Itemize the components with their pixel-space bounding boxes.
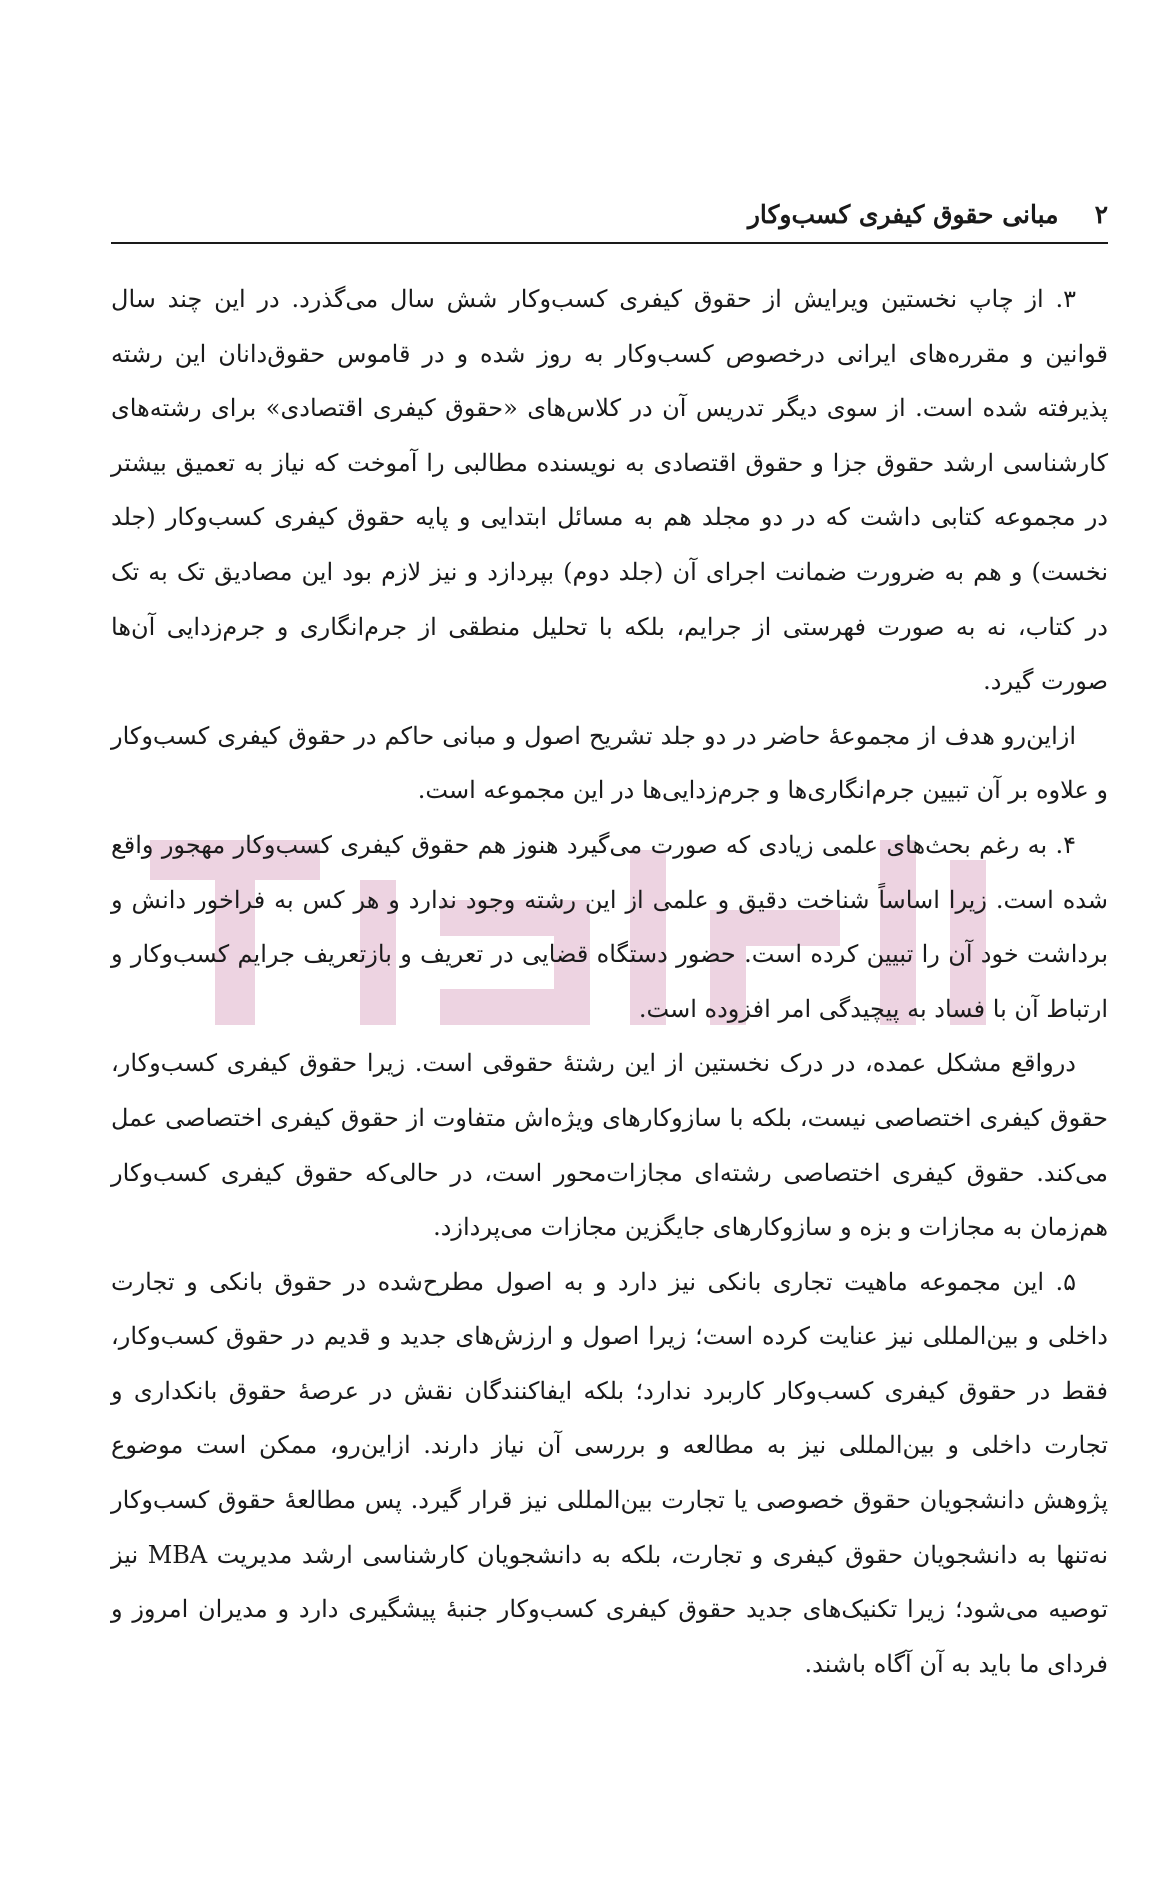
- paragraph-3: ۴. به رغم بحث‌های علمی زیادی که صورت می‌گیرد هنوز هم حقوق کیفری کسب‌وکار مهجور واقع شده است. زیرا اساساً شناخت دقیق و علمی از این رشته وجود ندارد و هر کس به فراخور دانش و برداشت خود آن را تبیین کرده است. حضور دستگاه قضایی در تعریف و بازتعریف جرایم کسب‌وکار و ارتباط آن با فساد به پیچیدگی امر افزوده است.: [111, 830, 1108, 1023]
- page-header: [111, 196, 1108, 232]
- paragraph-4: درواقع مشکل عمده، در درک نخستین از این رشتهٔ حقوقی است. زیرا حقوق کیفری کسب‌وکار، حقوق کیفری اختصاصی نیست، بلکه با سازوکارهای ویژه‌اش متفاوت از حقوق کیفری اختصاصی عمل می‌کند. حقوق کیفری اختصاصی رشته‌ای مجازات‌محور است، در حالی‌که حقوق کیفری کسب‌وکار هم‌زمان به مجازات و بزه و سازوکارهای جایگزین مجازات می‌پردازد.: [111, 1049, 1108, 1242]
- paragraph-5: ۵. این مجموعه ماهیت تجاری بانکی نیز دارد و به اصول مطرح‌شده در حقوق بانکی و تجارت داخلی و بین‌المللی نیز عنایت کرده است؛ زیرا اصول و ارزش‌های جدید و قدیم در حقوق کسب‌وکار، فقط در حقوق کیفری کسب‌وکار کاربرد ندارد؛ بلکه ایفاکنندگان نقش در عرصهٔ حقوق بانکداری و تجارت داخلی و بین‌المللی نیز به مطالعه و بررسی آن نیاز دارند. ازاین‌رو، ممکن است موضوع پژوهش دانشجویان حقوق خصوصی یا تجارت بین‌المللی نیز قرار گیرد. پس مطالعهٔ حقوق کسب‌وکار نه‌تنها به دانشجویان حقوق کیفری و تجارت، بلکه به دانشجویان کارشناسی ارشد مدیریت MBA نیز توصیه می‌شود؛ زیرا تکنیک‌های جدید حقوق کیفری کسب‌وکار جنبهٔ پیشگیری دارد و مدیران امروز و فردای ما باید به آن آگاه باشند.: [111, 1267, 1109, 1678]
- page-number: ۲: [1094, 199, 1108, 229]
- page-body: [111, 272, 1108, 1691]
- paragraph-2: ازاین‌رو هدف از مجموعهٔ حاضر در دو جلد تشریح اصول و مبانی حاکم در حقوق کیفری کسب‌وکار و علاوه بر آن تبیین جرم‌انگاری‌ها و جرم‌زدایی‌ها در این مجموعه است.: [111, 721, 1108, 805]
- book-title: مبانی حقوق کیفری کسب‌وکار: [747, 199, 1059, 229]
- header-divider: [111, 242, 1108, 244]
- paragraph-1: ۳. از چاپ نخستین ویرایش از حقوق کیفری کسب‌وکار شش سال می‌گذرد. در این چند سال قوانین و مقرره‌های ایرانی درخصوص کسب‌وکار به روز شده و در قاموس حقوق‌دانان این رشته پذیرفته شده است. از سوی دیگر تدریس آن در کلاس‌های «حقوق کیفری اقتصادی» برای رشته‌های کارشناسی ارشد حقوق جزا و حقوق اقتصادی به نویسنده مطالبی را آموخت که نیاز به تعمیق بیشتر در مجموعه کتابی داشت که در دو مجلد هم به مسائل ابتدایی و پایه حقوق کیفری کسب‌وکار (جلد نخست) و هم به ضرورت ضمانت اجرای آن (جلد دوم) بپردازد و نیز لازم بود این مصادیق تک به تک در کتاب، نه به صورت فهرستی از جرایم، بلکه با تحلیل منطقی از جرم‌انگاری و جرم‌زدایی آن‌ها صورت گیرد.: [111, 285, 1109, 696]
